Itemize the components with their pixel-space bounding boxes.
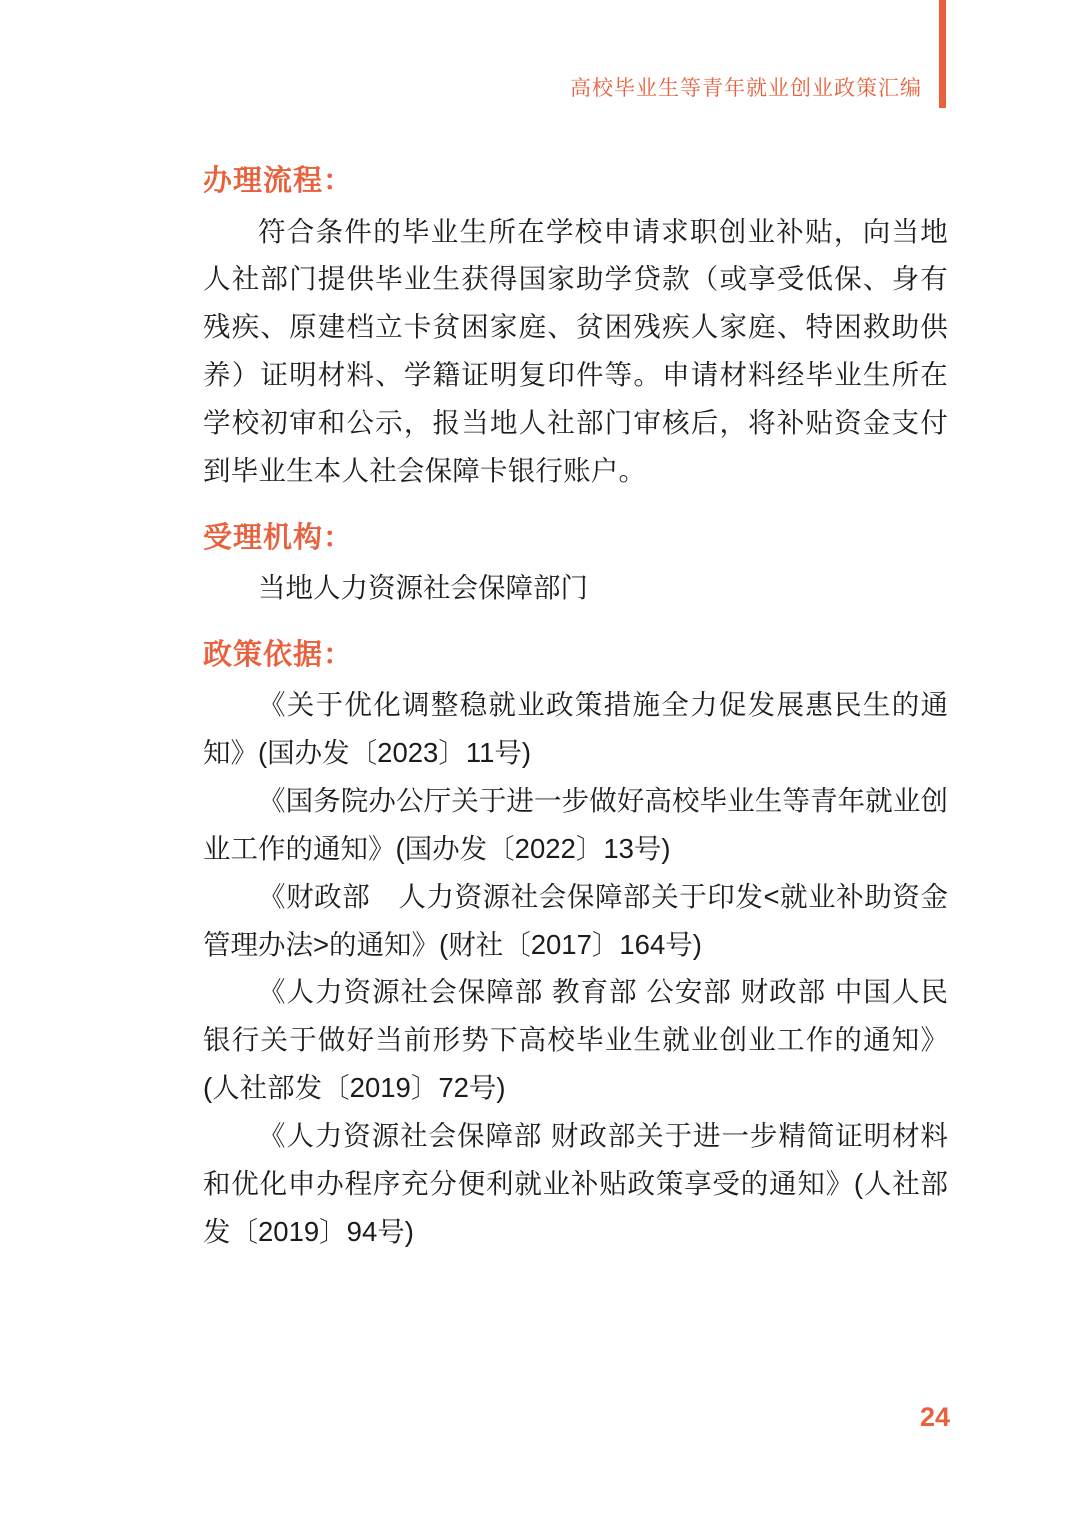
policy-basis-list bbox=[203, 681, 948, 1255]
document-content bbox=[203, 160, 948, 1256]
list-item: 《人力资源社会保障部 财政部关于进一步精简证明材料和优化申办程序充分便利就业补贴政策享受的通知》(人社部发〔2019〕94号) bbox=[203, 1120, 948, 1247]
list-item: 《人力资源社会保障部 教育部 公安部 财政部 中国人民银行关于做好当前形势下高校毕业生就业创业工作的通知》(人社部发〔2019〕72号) bbox=[203, 976, 948, 1104]
list-item: 《国务院办公厅关于进一步做好高校毕业生等青年就业创业工作的通知》(国办发〔2022〕13号) bbox=[203, 785, 948, 864]
page-number: 24 bbox=[919, 1402, 950, 1432]
section-body-process: 符合条件的毕业生所在学校申请求职创业补贴，向当地人社部门提供毕业生获得国家助学贷款（或享受低保、身有残疾、原建档立卡贫困家庭、贫困残疾人家庭、特困救助供养）证明材料、学籍证明复印件等。申请材料经毕业生所在学校初审和公示，报当地人社部门审核后，将补贴资金支付到毕业生本人社会保障卡银行账户。 bbox=[203, 215, 948, 486]
section-heading-process: 办理流程： bbox=[203, 165, 354, 197]
section-body-agency: 当地人力资源社会保障部门 bbox=[258, 572, 588, 604]
list-item: 《关于优化调整稳就业政策措施全力促发展惠民生的通知》(国办发〔2023〕11号) bbox=[203, 689, 948, 769]
running-title: 高校毕业生等青年就业创业政策汇编 bbox=[570, 77, 922, 100]
list-item: 《财政部 人力资源社会保障部关于印发<就业补助资金管理办法>的通知》(财社〔2017〕164号) bbox=[203, 880, 948, 960]
page-header bbox=[0, 0, 1080, 120]
section-heading-basis: 政策依据： bbox=[203, 638, 354, 671]
section-heading-agency: 受理机构： bbox=[203, 521, 354, 554]
header-accent-rule bbox=[939, 0, 946, 108]
